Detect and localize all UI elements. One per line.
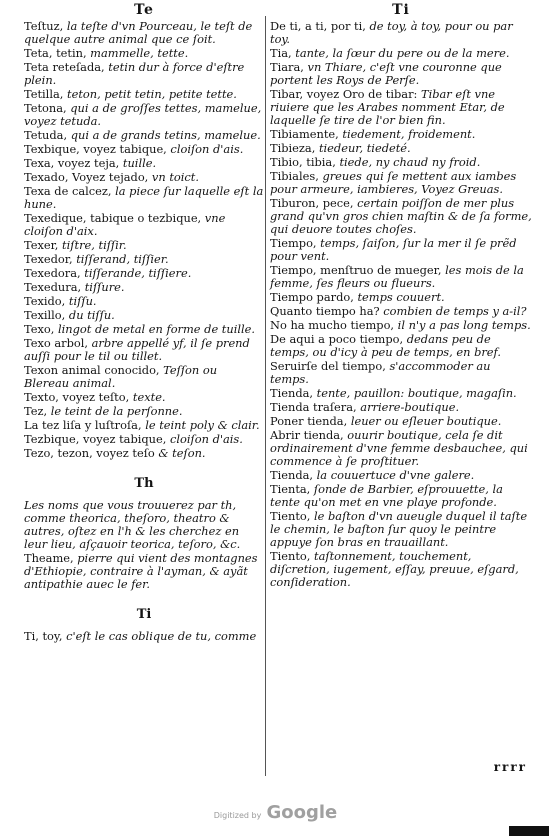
entry-term: Texillo, — [24, 308, 66, 322]
dictionary-entry — [24, 447, 264, 460]
left-entries-th — [24, 552, 264, 591]
entry-definition: qui a de grands tetins, mamelue. — [67, 128, 261, 142]
entry-term: La tez liſa y luſtroſa, — [24, 418, 142, 432]
entry-definition: tiſſerand, tiſſier. — [72, 252, 169, 266]
dictionary-entry — [270, 47, 532, 60]
dictionary-entry — [270, 142, 532, 155]
entry-definition: greues qui ſe mettent aux iambes pour armeure, iambieres, Voyez Greuas. — [270, 169, 517, 196]
section-heading-ti: Ti — [136, 607, 152, 622]
entry-term: Texedor, — [24, 252, 73, 266]
entry-definition: & teſon. — [154, 446, 206, 460]
entry-definition: tante, la ſœur du pere ou de la mere. — [291, 46, 510, 60]
entry-definition: de toy, à toy, pour ou par toy. — [270, 19, 513, 46]
entry-term: Tienda traſera, — [270, 400, 357, 414]
right-column — [270, 0, 532, 590]
entry-definition: leuer ou eſleuer boutique. — [347, 414, 502, 428]
entry-definition: vne cloiſon d'aix. — [24, 211, 226, 238]
dictionary-entry — [270, 360, 532, 386]
dictionary-entry — [24, 433, 264, 446]
entry-term: De ti, a ti, por ti, — [270, 19, 366, 33]
entry-term: Tiempo, menſtruo de mueger, — [270, 263, 442, 277]
entry-term: Tibieza, — [270, 141, 316, 155]
entry-definition: cloiſon d'ais. — [166, 432, 243, 446]
entry-term: Texado, Voyez tejado, — [24, 170, 149, 184]
entry-definition: tiſtre, tiſſir. — [58, 238, 127, 252]
entry-term: Tienda, — [270, 386, 314, 400]
entry-term: Texer, — [24, 238, 59, 252]
entry-definition: arriere-boutique. — [356, 400, 460, 414]
entry-term: De aqui a poco tiempo, — [270, 332, 404, 346]
entry-term: Quanto tiempo ha? — [270, 304, 380, 318]
dictionary-entry — [24, 309, 264, 322]
dictionary-entry — [24, 281, 264, 294]
entry-definition: temps couuert. — [353, 290, 445, 304]
dictionary-entry — [24, 143, 264, 156]
dictionary-entry — [24, 185, 264, 211]
dictionary-entry — [24, 47, 264, 60]
entry-term: Teta reteſada, — [24, 60, 105, 74]
dictionary-entry — [24, 239, 264, 252]
dictionary-entry — [270, 319, 532, 332]
entry-term: Tetilla, — [24, 87, 64, 101]
right-entries-ti — [270, 20, 532, 589]
scan-edge-mark — [509, 826, 549, 836]
entry-definition: taſtonnement, touchement, diſcretion, iugement, eſſay, preuue, eſgard, conſideration. — [270, 549, 519, 589]
entry-term: Tibio, tibia, — [270, 155, 336, 169]
entry-definition: mammelle, tette. — [86, 46, 189, 60]
dictionary-entry — [270, 333, 532, 359]
dictionary-entry — [24, 157, 264, 170]
entry-term: Tiempo pardo, — [270, 290, 354, 304]
entry-term: Texa, voyez teja, — [24, 156, 120, 170]
entry-term: Texedora, — [24, 266, 81, 280]
entry-term: No ha mucho tiempo, — [270, 318, 395, 332]
dictionary-entry — [270, 550, 532, 589]
column-divider — [265, 16, 266, 776]
entry-definition: vn toict. — [148, 170, 199, 184]
entry-term: Tibar, voyez Oro de tibar: — [270, 87, 418, 101]
entry-definition: temps, ſaiſon, ſur la mer il ſe prẽd pour vent. — [270, 236, 517, 263]
dictionary-entry — [24, 253, 264, 266]
dictionary-entry — [270, 156, 532, 169]
entry-definition: pierre qui vient des montagnes d'Ethiopie, contraire à l'ayman, & ayãt antipathie auec le fer. — [24, 551, 258, 591]
entry-definition: il n'y a pas long temps. — [394, 318, 531, 332]
entry-definition: Teſſon ou Blereau animal. — [24, 363, 218, 390]
entry-definition: la teſte d'vn Pourceau, le teſt de quelque autre animal que ce ſoit. — [24, 19, 253, 46]
entry-term: Texon animal conocido, — [24, 363, 160, 377]
dictionary-entry — [24, 419, 264, 432]
dictionary-entry — [270, 197, 532, 236]
section-note-th: Les noms que vous trouuerez par th, comme theorica, theſoro, theatro & autres, oſtez en l'h & les cherchez en leur lieu, aſçauoir teorica, teſoro, &c. — [24, 498, 241, 551]
entry-definition: arbre appellé yf, il ſe prend auſſi pour le til ou tillet. — [24, 336, 250, 363]
left-entries-ti — [24, 630, 264, 643]
entry-definition: teton, petit tetin, petite tette. — [63, 87, 237, 101]
dictionary-entry — [270, 237, 532, 263]
entry-term: Texedura, — [24, 280, 82, 294]
entry-definition: s'accommoder au temps. — [270, 359, 491, 386]
entry-term: Tiento, — [270, 509, 311, 523]
dictionary-entry — [24, 295, 264, 308]
entry-definition: du tiſſu. — [65, 308, 115, 322]
dictionary-entry — [24, 129, 264, 142]
entry-definition: tuille. — [119, 156, 157, 170]
entry-definition: les mois de la femme, ſes fleurs ou flueurs. — [270, 263, 524, 290]
entry-definition: certain poiſſon de mer plus grand qu'vn gros chien maſtin & de ſa forme, qui deuore toutes choſes. — [270, 196, 532, 236]
watermark-digitized-by: Digitized by — [213, 811, 262, 820]
entry-term: Tiara, — [270, 60, 304, 74]
dictionary-entry — [270, 387, 532, 400]
entry-term: Tiento, — [270, 549, 311, 563]
dictionary-entry — [270, 483, 532, 509]
entry-definition: le teint poly & clair. — [141, 418, 260, 432]
entry-definition: tiſſu. — [65, 294, 97, 308]
dictionary-entry — [270, 128, 532, 141]
entry-definition: vn Thiare, c'eſt vne couronne que portent les Roys de Perſe. — [270, 60, 502, 87]
entry-term: Poner tienda, — [270, 414, 348, 428]
dictionary-entry — [24, 20, 264, 46]
entry-definition: tiedeur, tiedeté. — [315, 141, 411, 155]
entry-term: Teta, tetin, — [24, 46, 87, 60]
entry-term: Teſtuz, — [24, 19, 64, 33]
entry-term: Tez, — [24, 404, 48, 418]
entry-definition: tetin dur à force d'eſtre plein. — [24, 60, 245, 87]
left-running-header: Te — [134, 2, 154, 18]
right-running-header: Ti — [392, 2, 410, 18]
dictionary-entry — [270, 305, 532, 318]
entry-term: Tienda, — [270, 468, 314, 482]
entry-term: Texto, voyez teſto, — [24, 390, 130, 404]
dictionary-entry — [270, 170, 532, 196]
entry-term: Abrir tienda, — [270, 428, 344, 442]
entry-definition: la piece ſur laquelle eſt la hune. — [24, 184, 264, 211]
entry-definition: tiſſerande, tiſſiere. — [80, 266, 192, 280]
entry-term: Texido, — [24, 294, 66, 308]
entry-term: Texbique, voyez tabique, — [24, 142, 167, 156]
dictionary-entry — [24, 337, 264, 363]
entry-definition: tiedement, froidement. — [338, 127, 476, 141]
entry-term: Tia, — [270, 46, 292, 60]
entry-term: Tibiamente, — [270, 127, 339, 141]
section-heading-th: Th — [134, 476, 154, 491]
entry-definition: combien de temps y a-il? — [379, 304, 527, 318]
entry-term: Texa de calcez, — [24, 184, 112, 198]
entry-definition: tiſſure. — [81, 280, 125, 294]
dictionary-entry — [270, 429, 532, 468]
entry-definition: le baſton d'vn aueugle duquel il taſte le chemin, le baſton ſur quoy le peintre appuye ſon bras en trauaillant. — [270, 509, 528, 549]
entry-term: Tiburon, pece, — [270, 196, 354, 210]
dictionary-entry — [24, 364, 264, 390]
entry-definition: qui a de groſſes tettes, mamelue, voyez tetuda. — [24, 101, 262, 128]
dictionary-entry — [270, 510, 532, 549]
entry-term: Texedique, tabique o tezbique, — [24, 211, 202, 225]
entry-term: Tezo, tezon, voyez teſo — [24, 446, 155, 460]
entry-term: Seruirſe del tiempo, — [270, 359, 386, 373]
dictionary-entry — [270, 291, 532, 304]
dictionary-entry — [24, 102, 264, 128]
left-entries-te — [24, 20, 264, 460]
entry-definition: ouurir boutique, cela ſe dit ordinairement d'vne femme desbauchee, qui commence à ſe proſtituer. — [270, 428, 528, 468]
entry-term: Texo, — [24, 322, 55, 336]
dictionary-entry — [24, 212, 264, 238]
entry-definition: ſonde de Barbier, eſprouuette, la tente qu'on met en vne playe profonde. — [270, 482, 503, 509]
entry-term: Tetuda, — [24, 128, 68, 142]
dictionary-entry — [24, 552, 264, 591]
entry-definition: tiede, ny chaud ny froid. — [335, 155, 481, 169]
dictionary-entry — [270, 264, 532, 290]
dictionary-entry — [270, 401, 532, 414]
dictionary-entry — [270, 20, 532, 46]
dictionary-entry — [24, 630, 264, 643]
dictionary-entry — [24, 323, 264, 336]
dictionary-entry — [270, 469, 532, 482]
left-column — [24, 0, 264, 644]
dictionary-entry — [24, 88, 264, 101]
entry-term: Texo arbol, — [24, 336, 89, 350]
entry-term: Tiempo, — [270, 236, 317, 250]
entry-definition: c'eſt le cas oblique de tu, comme — [62, 629, 257, 643]
entry-term: Tienta, — [270, 482, 311, 496]
signature-mark: rrrr — [493, 760, 527, 774]
entry-definition: texte. — [129, 390, 166, 404]
entry-definition: Tibar eſt vne riuiere que les Arabes nomment Etar, de laquelle ſe tire de l'or bien fin. — [270, 87, 505, 127]
dictionary-entry — [24, 267, 264, 280]
dictionary-entry — [24, 171, 264, 184]
entry-term: Theame, — [24, 551, 74, 565]
entry-term: Tezbique, voyez tabique, — [24, 432, 167, 446]
entry-definition: dedans peu de temps, ou d'icy à peu de temps, en bref. — [270, 332, 501, 359]
dictionary-entry — [270, 415, 532, 428]
dictionary-entry — [24, 405, 264, 418]
entry-definition: cloiſon d'ais. — [166, 142, 244, 156]
entry-term: Tetona, — [24, 101, 67, 115]
dictionary-entry — [24, 391, 264, 404]
entry-term: Tibiales, — [270, 169, 319, 183]
google-watermark — [0, 802, 551, 823]
entry-term: Ti, toy, — [24, 629, 63, 643]
dictionary-entry — [24, 61, 264, 87]
watermark-google-logo: Google — [266, 802, 338, 823]
dictionary-entry — [270, 61, 532, 87]
entry-definition: la couuertuce d'vne galere. — [313, 468, 475, 482]
dictionary-entry — [270, 88, 532, 127]
entry-definition: lingot de metal en forme de tuille. — [54, 322, 256, 336]
entry-definition: le teint de la perſonne. — [47, 404, 183, 418]
entry-definition: tente, pauillon: boutique, magaſin. — [313, 386, 517, 400]
